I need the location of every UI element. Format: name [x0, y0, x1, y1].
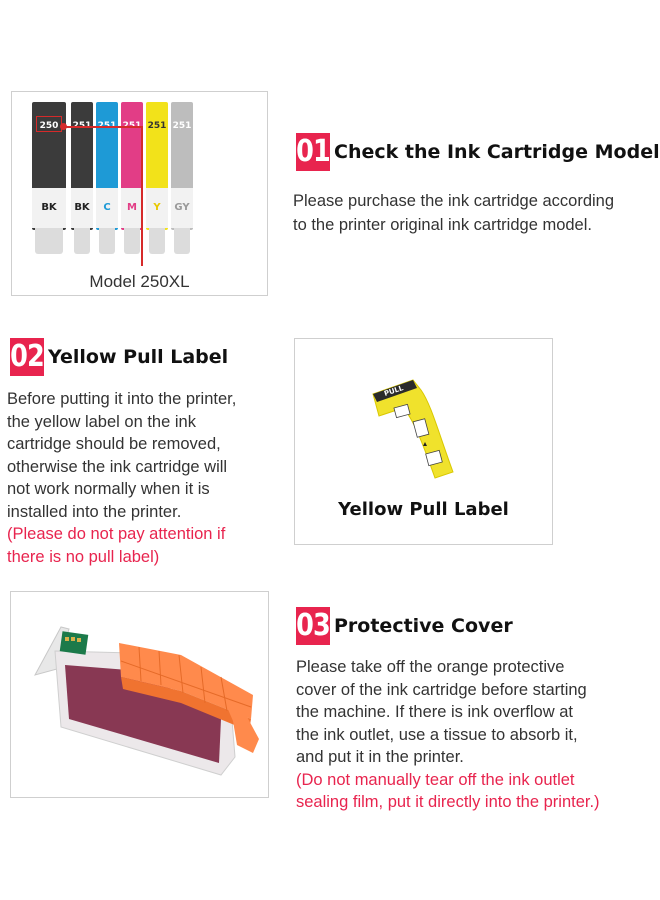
pull-label-image [294, 338, 553, 545]
note-line: (Please do not pay attention if [7, 525, 226, 543]
cartridge-bk-251 [71, 102, 93, 230]
step-badge-02: 02 [10, 339, 44, 374]
model-caption: Model 250XL [89, 272, 190, 291]
cartridge-model-image [11, 91, 268, 296]
cartridge-gy [171, 102, 193, 230]
cartridge-row [12, 92, 267, 262]
text-line: the yellow label on the ink [7, 412, 196, 431]
pointer-line-horizontal [64, 126, 142, 128]
cartridge-letter: BK [41, 202, 57, 213]
text-line: the ink outlet, use a tissue to absorb it, [296, 725, 578, 744]
text-line: otherwise the ink cartridge will [7, 457, 228, 476]
section-3-title: Protective Cover [334, 615, 513, 637]
cartridge-letter: C [103, 202, 111, 213]
text-line: installed into the printer. [7, 502, 182, 521]
model-highlight-box [36, 116, 62, 132]
text-line: Please take off the orange protective [296, 658, 565, 676]
cartridge-c [96, 102, 118, 230]
text-line: and put it in the printer. [296, 748, 464, 766]
pointer-line-vertical [141, 126, 143, 266]
text-line: not work normally when it is [7, 480, 210, 498]
cartridge-model-number: 250 [39, 121, 59, 131]
text-line: to the printer original ink cartridge model. [293, 216, 592, 234]
cartridge-letter: GY [174, 202, 190, 213]
text-line: cartridge should be removed, [7, 435, 221, 453]
pull-label-caption: Yellow Pull Label [338, 499, 509, 520]
section-1-title: Check the Ink Cartridge Model [334, 141, 660, 163]
cartridge-model-number: 251 [147, 121, 167, 131]
note-line: sealing film, put it directly into the printer.) [296, 793, 600, 811]
note-line: (Do not manually tear off the ink outlet [296, 770, 575, 789]
step-badge-01: 01 [296, 134, 330, 169]
section-3-description [296, 656, 600, 814]
note-line: there is no pull label) [7, 547, 160, 566]
section-2-description [7, 388, 236, 568]
pull-label-sticker-icon [365, 374, 475, 484]
section-2-heading [10, 338, 228, 376]
step-badge-03: 03 [296, 608, 330, 643]
svg-text:PULL: PULL [383, 384, 405, 398]
cartridge-letter: Y [153, 202, 161, 213]
cartridge-letter: BK [74, 202, 90, 213]
cartridge-y [146, 102, 168, 230]
section-1-description [293, 189, 614, 237]
ink-cartridge-with-cover-icon [21, 607, 261, 787]
section-1-heading [296, 133, 660, 171]
section-2-title: Yellow Pull Label [48, 346, 229, 368]
pointer-dot [60, 123, 67, 130]
text-line: Please purchase the ink cartridge according [293, 192, 615, 210]
protective-cover-image [10, 591, 269, 798]
cartridge-letter: M [127, 202, 137, 213]
cartridge-model-number: 251 [172, 121, 192, 131]
cartridge-m [121, 102, 143, 230]
section-3-heading [296, 607, 513, 645]
text-line: the machine. If there is ink overflow at [296, 703, 573, 721]
text-line: cover of the ink cartridge before starting [296, 680, 587, 699]
text-line: Before putting it into the printer, [7, 390, 237, 408]
